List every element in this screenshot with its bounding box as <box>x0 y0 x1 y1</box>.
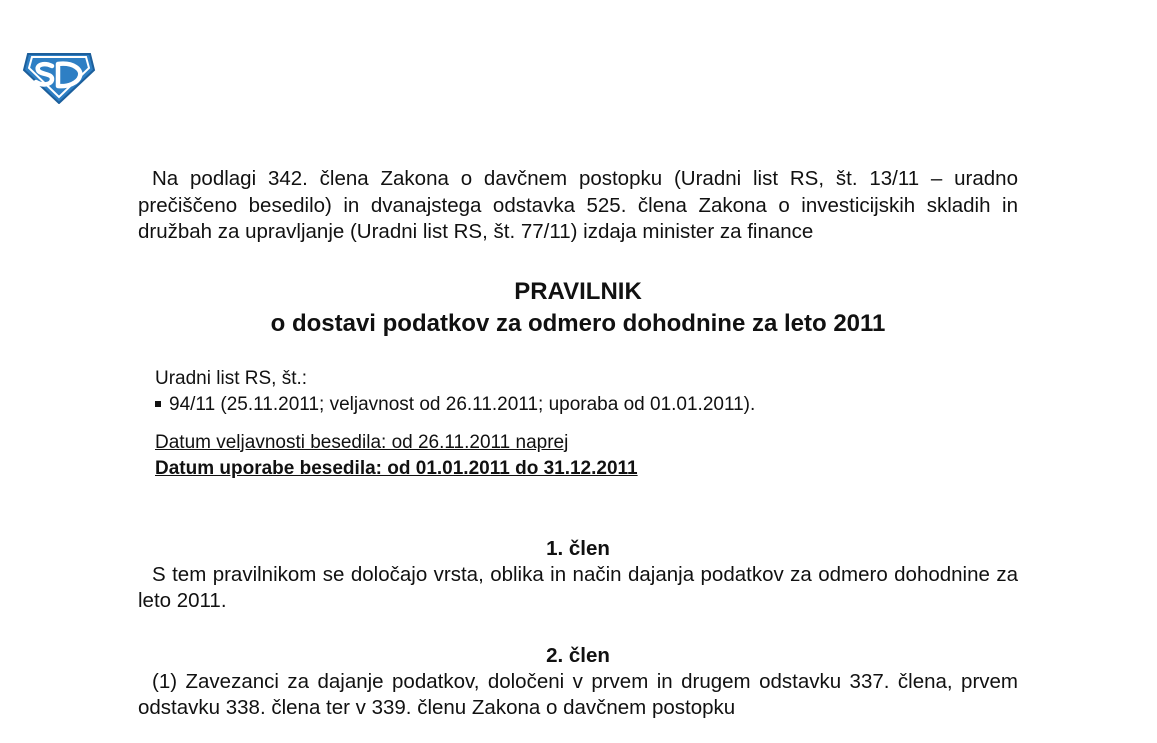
article-2-text: (1) Zavezanci za dajanje podatkov, določeni v prvem in drugem odstavku 337. člena, prvem odstavku 338. člena ter v 339. členu Zakona o davčnem postopku <box>138 669 1018 719</box>
document-title: PRAVILNIK <box>514 277 642 305</box>
preamble-paragraph: Na podlagi 342. člena Zakona o davčnem postopku (Uradni list RS, št. 13/11 – uradno prečiščeno besedilo) in dvanajstega odstavka 525. člena Zakona o investicijskih skladih in družbah za upravljanje (Uradni list RS, št. 77/11) izdaja minister za finance <box>138 167 1018 243</box>
publisher-logo <box>22 48 96 104</box>
document-body <box>138 166 1018 722</box>
bullet-icon <box>155 401 161 407</box>
document-subtitle: o dostavi podatkov za odmero dohodnine za leto 2011 <box>270 309 886 337</box>
gazette-entry-item <box>155 392 1018 418</box>
gazette-info <box>155 366 1018 418</box>
application-date: Datum uporabe besedila: od 01.01.2011 do 31.12.2011 <box>155 457 638 479</box>
text-dates <box>155 430 1018 482</box>
gazette-entry: 94/11 (25.11.2011; veljavnost od 26.11.2011; uporaba od 01.01.2011). <box>169 393 756 415</box>
article-1-text: S tem pravilnikom se določajo vrsta, oblika in način dajanja podatkov za odmero dohodnine za leto 2011. <box>138 562 1018 612</box>
sd-diamond-logo-icon <box>22 48 96 104</box>
article-2-heading: 2. člen <box>546 643 610 667</box>
gazette-label: Uradni list RS, št.: <box>155 367 308 389</box>
validity-date: Datum veljavnosti besedila: od 26.11.2011 naprej <box>155 431 569 453</box>
article-1-heading: 1. člen <box>546 536 610 560</box>
